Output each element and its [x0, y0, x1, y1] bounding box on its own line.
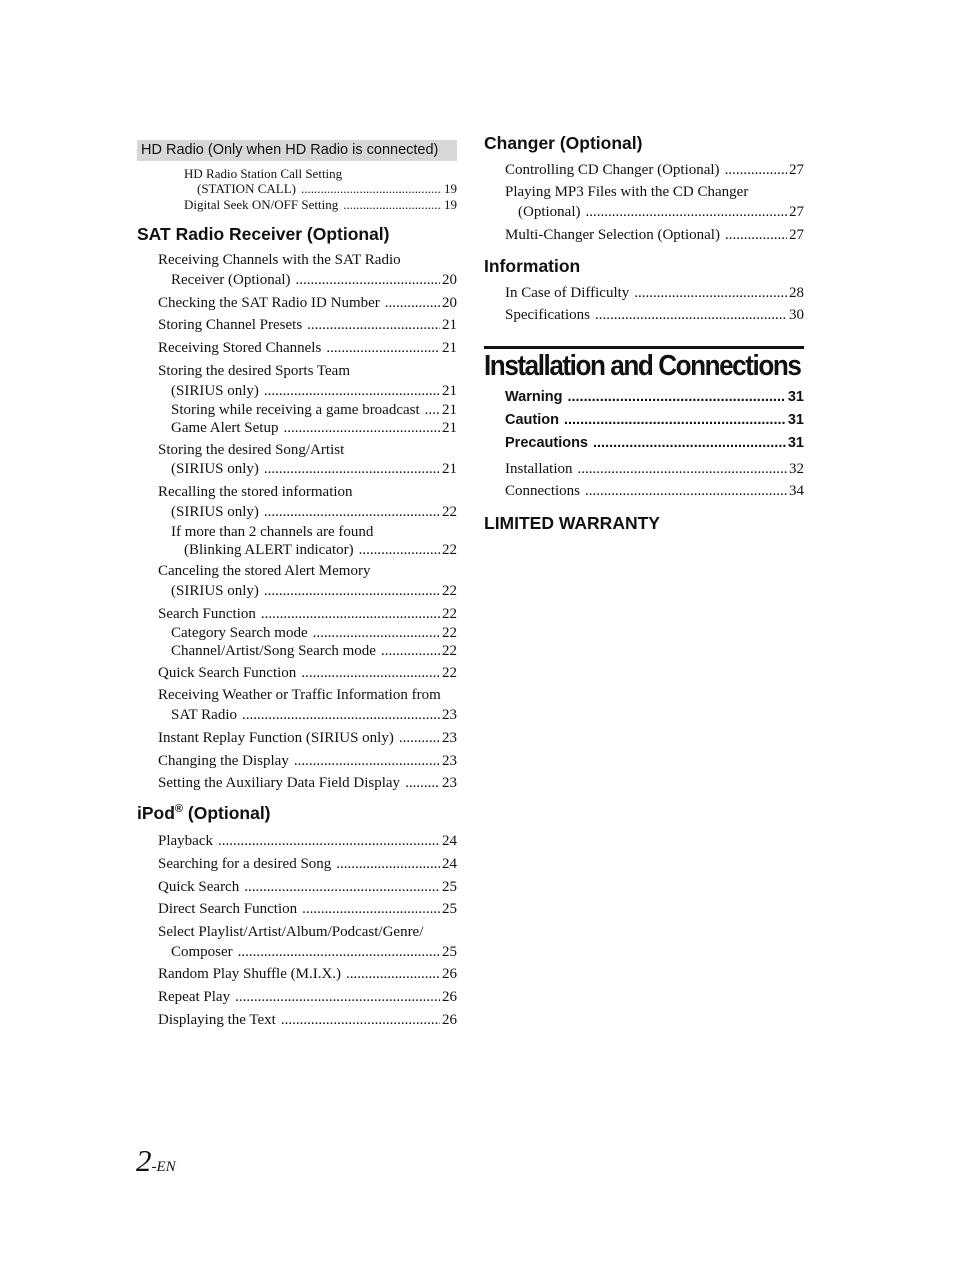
toc-dot-leader: [567, 388, 785, 406]
toc-page-number: 31: [787, 412, 804, 428]
toc-entry-title: Game Alert Setup: [171, 420, 279, 436]
toc-entry: [158, 339, 457, 357]
toc-dot-leader: [264, 460, 440, 478]
toc-entry: [171, 582, 457, 600]
toc-entry: [505, 306, 804, 324]
toc-page-number: 23: [442, 753, 457, 769]
toc-page-number: 23: [442, 730, 457, 746]
toc-entry: [171, 419, 457, 437]
toc-entry: [184, 166, 457, 181]
toc-page-number: 21: [442, 461, 457, 477]
toc-entry-title: Recalling the stored information: [158, 484, 353, 500]
toc-dot-leader: [244, 878, 440, 896]
toc-page-number: 25: [442, 901, 457, 917]
toc-page-number: 19: [444, 181, 457, 196]
toc-page-number: 23: [442, 775, 457, 791]
limited-warranty-heading: LIMITED WARRANTY: [484, 513, 660, 533]
toc-entry-title: Installation: [505, 461, 573, 477]
toc-entry-title: Instant Replay Function (SIRIUS only): [158, 730, 394, 746]
toc-page-number: 28: [789, 285, 804, 301]
sat-radio-heading: SAT Radio Receiver (Optional): [137, 224, 390, 244]
toc-dot-leader: [405, 774, 440, 792]
toc-entry-title: Digital Seek ON/OFF Setting: [184, 197, 339, 212]
toc-entry-title: Quick Search Function: [158, 665, 297, 681]
information-heading: Information: [484, 256, 581, 276]
toc-entry: [505, 226, 804, 244]
toc-entry: [505, 460, 804, 478]
toc-entry-title: Searching for a desired Song: [158, 856, 332, 872]
toc-entry: [158, 752, 457, 770]
toc-page-number: 30: [789, 307, 804, 323]
toc-page-number: 24: [442, 833, 457, 849]
toc-entry: [171, 642, 457, 660]
toc-entry: [171, 401, 457, 419]
toc-dot-leader: [281, 1011, 440, 1029]
toc-page-number: 20: [442, 272, 457, 288]
toc-entry: [158, 729, 457, 747]
toc-entry-title: Quick Search: [158, 879, 240, 895]
toc-entry-title: Caution: [505, 412, 559, 428]
toc-dot-leader: [385, 294, 440, 312]
toc-entry-title: HD Radio Station Call Setting: [184, 166, 343, 181]
toc-entry-title: Search Function: [158, 606, 256, 622]
toc-dot-leader: [238, 943, 440, 961]
toc-dot-leader: [307, 316, 440, 334]
toc-dot-leader: [399, 729, 440, 747]
toc-entry: [158, 441, 457, 459]
toc-page-number: 22: [442, 504, 457, 520]
toc-dot-leader: [725, 226, 787, 244]
toc-entry-title: (Blinking ALERT indicator): [184, 542, 354, 558]
toc-dot-leader: [634, 284, 787, 302]
toc-page-number: 31: [787, 389, 804, 405]
toc-entry: [505, 183, 804, 201]
toc-entry: [518, 203, 804, 221]
toc-entry: [171, 503, 457, 521]
toc-dot-leader: [336, 855, 440, 873]
toc-dot-leader: [585, 482, 787, 500]
toc-entry-title: Receiver (Optional): [171, 272, 291, 288]
toc-entry: [158, 686, 457, 704]
toc-entry-title: Composer: [171, 944, 233, 960]
toc-page-number: 22: [442, 606, 457, 622]
toc-dot-leader: [264, 503, 440, 521]
toc-entry: [158, 965, 457, 983]
toc-entry: [158, 923, 457, 941]
toc-page-number: 22: [442, 625, 457, 641]
toc-entry-title: Receiving Weather or Traffic Information from: [158, 687, 441, 703]
toc-entry: [505, 411, 804, 429]
toc-page-number: 22: [442, 542, 457, 558]
toc-entry: [505, 161, 804, 179]
toc-entry-title: Playback: [158, 833, 213, 849]
toc-entry: [171, 382, 457, 400]
toc-entry-title: Playing MP3 Files with the CD Changer: [505, 184, 749, 200]
toc-dot-leader: [593, 434, 786, 452]
toc-dot-leader: [261, 605, 440, 623]
toc-entry: [158, 988, 457, 1006]
toc-dot-leader: [264, 382, 440, 400]
toc-page-number: 20: [442, 295, 457, 311]
toc-entry-title: Receiving Stored Channels: [158, 340, 322, 356]
toc-entry: [505, 434, 804, 452]
toc-page-number: 26: [442, 1012, 457, 1028]
toc-entry-title: Warning: [505, 389, 563, 405]
toc-entry: [505, 482, 804, 500]
toc-entry: [158, 1011, 457, 1029]
installation-section-title: Installation and Connections: [484, 346, 804, 383]
toc-entry-title: Precautions: [505, 435, 588, 451]
toc-entry: [171, 460, 457, 478]
toc-page-number: 27: [789, 162, 804, 178]
page-number: 2-EN: [136, 1143, 176, 1178]
toc-dot-leader: [301, 181, 442, 196]
toc-dot-leader: [302, 900, 440, 918]
toc-dot-leader: [264, 582, 440, 600]
toc-page-number: 21: [442, 340, 457, 356]
registered-mark: ®: [174, 803, 184, 816]
toc-entry: [158, 316, 457, 334]
toc-dot-leader: [326, 339, 440, 357]
toc-entry: [158, 664, 457, 682]
toc-dot-leader: [242, 706, 440, 724]
toc-entry: [158, 294, 457, 312]
toc-page-number: 19: [444, 197, 457, 212]
toc-entry-title: Storing while receiving a game broadcast: [171, 402, 420, 418]
toc-dot-leader: [313, 624, 440, 642]
toc-page-number: 25: [442, 944, 457, 960]
toc-entry-title: Category Search mode: [171, 625, 308, 641]
toc-entry-title: (Optional): [518, 204, 581, 220]
toc-entry: [158, 832, 457, 850]
toc-entry: [158, 605, 457, 623]
toc-page-number: 25: [442, 879, 457, 895]
toc-dot-leader: [564, 411, 786, 429]
toc-dot-leader: [725, 161, 787, 179]
toc-entry: [158, 362, 457, 380]
toc-entry-title: Setting the Auxiliary Data Field Display: [158, 775, 401, 791]
toc-page-number: 21: [442, 402, 457, 418]
toc-entry: [158, 900, 457, 918]
toc-page-number: 27: [789, 204, 804, 220]
toc-entry-title: Checking the SAT Radio ID Number: [158, 295, 380, 311]
toc-entry-title: Changing the Display: [158, 753, 289, 769]
toc-dot-leader: [381, 642, 440, 660]
toc-entry-title: (SIRIUS only): [171, 461, 259, 477]
toc-dot-leader: [235, 988, 440, 1006]
toc-entry: [171, 706, 457, 724]
toc-entry: [158, 251, 457, 269]
toc-page-number: 21: [442, 317, 457, 333]
toc-entry-title: Select Playlist/Artist/Album/Podcast/Genre/: [158, 924, 424, 940]
toc-page-number: 21: [442, 383, 457, 399]
toc-entry: [505, 284, 804, 302]
hd-radio-header: HD Radio (Only when HD Radio is connected): [141, 142, 439, 158]
toc-entry: [184, 197, 457, 212]
toc-page-number: 23: [442, 707, 457, 723]
toc-entry: [171, 523, 457, 541]
toc-dot-leader: [218, 832, 440, 850]
toc-page-number: 26: [442, 989, 457, 1005]
toc-page-number: 22: [442, 583, 457, 599]
toc-entry-title: Random Play Shuffle (M.I.X.): [158, 966, 342, 982]
toc-entry: [197, 181, 457, 196]
toc-entry-title: (STATION CALL): [197, 181, 296, 196]
toc-entry-title: (SIRIUS only): [171, 504, 259, 520]
toc-entry-title: (SIRIUS only): [171, 583, 259, 599]
toc-dot-leader: [283, 419, 440, 437]
toc-entry-title: Controlling CD Changer (Optional): [505, 162, 720, 178]
toc-dot-leader: [346, 965, 440, 983]
ipod-heading: iPod® (Optional): [137, 803, 271, 823]
toc-entry: [158, 774, 457, 792]
toc-entry: [184, 541, 457, 559]
toc-entry: [158, 483, 457, 501]
toc-page-number: 31: [787, 435, 804, 451]
toc-page-number: 22: [442, 643, 457, 659]
toc-entry: [158, 562, 457, 580]
toc-page-number: 27: [789, 227, 804, 243]
toc-page-number: 32: [789, 461, 804, 477]
toc-entry-title: Storing the desired Sports Team: [158, 363, 350, 379]
toc-entry-title: Direct Search Function: [158, 901, 298, 917]
toc-dot-leader: [301, 664, 440, 682]
toc-dot-leader: [578, 460, 788, 478]
hd-radio-section-bar: [137, 140, 457, 161]
toc-entry-title: SAT Radio: [171, 707, 237, 723]
toc-entry-title: Receiving Channels with the SAT Radio: [158, 252, 401, 268]
toc-entry: [171, 271, 457, 289]
toc-dot-leader: [595, 306, 787, 324]
toc-entry-title: If more than 2 channels are found: [171, 524, 374, 540]
toc-page-number: 26: [442, 966, 457, 982]
toc-entry-title: (SIRIUS only): [171, 383, 259, 399]
toc-entry-title: Storing Channel Presets: [158, 317, 303, 333]
toc-page-number: 24: [442, 856, 457, 872]
toc-entry-title: Specifications: [505, 307, 590, 323]
toc-entry-title: Canceling the stored Alert Memory: [158, 563, 371, 579]
toc-entry-title: Connections: [505, 483, 580, 499]
toc-entry-title: Repeat Play: [158, 989, 231, 1005]
changer-heading: Changer (Optional): [484, 133, 643, 153]
toc-dot-leader: [585, 203, 787, 221]
toc-dot-leader: [343, 197, 442, 212]
toc-entry: [158, 855, 457, 873]
toc-entry: [171, 943, 457, 961]
toc-entry-title: Channel/Artist/Song Search mode: [171, 643, 376, 659]
toc-page-number: 21: [442, 420, 457, 436]
toc-dot-leader: [425, 401, 440, 419]
toc-page-number: 34: [789, 483, 804, 499]
toc-entry-title: In Case of Difficulty: [505, 285, 630, 301]
toc-entry: [158, 878, 457, 896]
toc-dot-leader: [296, 271, 440, 289]
toc-entry: [171, 624, 457, 642]
toc-entry-title: Displaying the Text: [158, 1012, 276, 1028]
toc-entry-title: Multi-Changer Selection (Optional): [505, 227, 720, 243]
toc-entry: [505, 388, 804, 406]
toc-dot-leader: [294, 752, 440, 770]
toc-entry-title: Storing the desired Song/Artist: [158, 442, 345, 458]
toc-page-number: 22: [442, 665, 457, 681]
toc-dot-leader: [359, 541, 440, 559]
